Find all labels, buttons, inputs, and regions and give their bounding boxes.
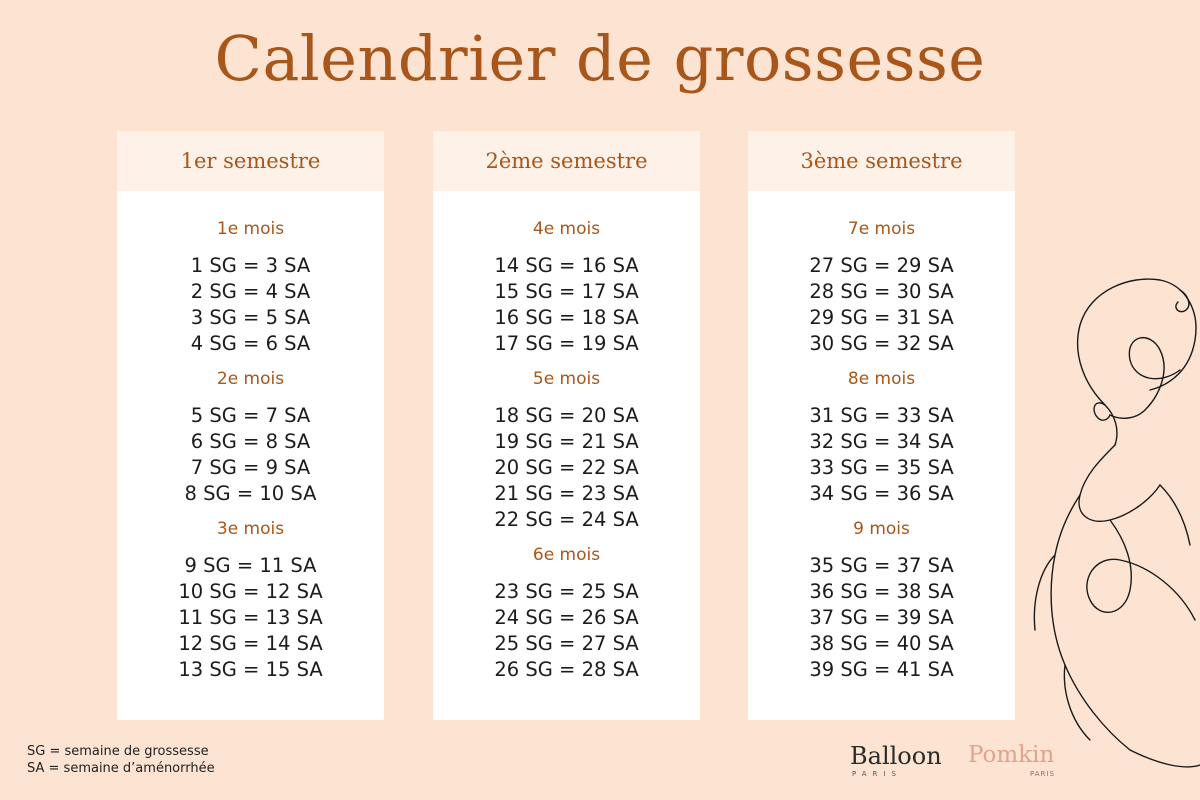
week-row: 31 SG = 33 SA [809,404,954,427]
week-row: 36 SG = 38 SA [809,580,954,603]
week-row: 25 SG = 27 SA [494,632,639,655]
week-row: 23 SG = 25 SA [494,580,639,603]
week-row: 28 SG = 30 SA [809,280,954,303]
week-row: 29 SG = 31 SA [809,306,954,329]
month-block [117,219,384,357]
month-block [117,369,384,507]
week-row: 14 SG = 16 SA [494,254,639,277]
week-row: 27 SG = 29 SA [809,254,954,277]
week-row: 6 SG = 8 SA [190,430,311,453]
column-header-3: 3ème semestre [748,131,1015,191]
month-block [748,219,1015,357]
week-row: 3 SG = 5 SA [190,306,311,329]
pomkin-logo-sub: PARIS [1030,770,1055,778]
month-label: 8e mois [847,369,916,389]
week-row: 20 SG = 22 SA [494,456,639,479]
column-card-2 [433,131,700,720]
week-row: 39 SG = 41 SA [809,658,954,681]
month-label: 3e mois [216,519,285,539]
week-row: 7 SG = 9 SA [190,456,311,479]
week-row: 34 SG = 36 SA [809,482,954,505]
balloon-logo-sub: PARIS [852,770,902,778]
column-card-1 [117,131,384,720]
brand-logos [850,742,1070,782]
pomkin-logo: Pomkin [968,742,1055,768]
month-block [748,369,1015,507]
week-row: 35 SG = 37 SA [809,554,954,577]
month-label: 7e mois [847,219,916,239]
legend-item: SA = semaine d’aménorrhée [27,761,215,776]
pregnant-woman-line-art-icon [1010,270,1200,780]
month-label: 6e mois [532,545,601,565]
week-row: 22 SG = 24 SA [494,508,639,531]
week-row: 1 SG = 3 SA [190,254,311,277]
week-row: 21 SG = 23 SA [494,482,639,505]
week-row: 32 SG = 34 SA [809,430,954,453]
month-block [433,545,700,683]
column-header-2: 2ème semestre [433,131,700,191]
week-row: 8 SG = 10 SA [184,482,317,505]
week-row: 37 SG = 39 SA [809,606,954,629]
column-card-3 [748,131,1015,720]
week-row: 11 SG = 13 SA [178,606,323,629]
week-row: 13 SG = 15 SA [178,658,323,681]
week-row: 33 SG = 35 SA [809,456,954,479]
week-row: 19 SG = 21 SA [494,430,639,453]
week-row: 4 SG = 6 SA [190,332,311,355]
week-row: 12 SG = 14 SA [178,632,323,655]
legend [27,743,215,777]
month-block [117,519,384,683]
balloon-logo: Balloon [850,742,942,770]
month-block [433,219,700,357]
week-row: 30 SG = 32 SA [809,332,954,355]
legend-item: SG = semaine de grossesse [27,744,209,759]
week-row: 2 SG = 4 SA [190,280,311,303]
week-row: 18 SG = 20 SA [494,404,639,427]
column-header-1: 1er semestre [117,131,384,191]
week-row: 5 SG = 7 SA [190,404,311,427]
month-label: 5e mois [532,369,601,389]
week-row: 26 SG = 28 SA [494,658,639,681]
month-block [748,519,1015,683]
week-row: 16 SG = 18 SA [494,306,639,329]
month-label: 4e mois [532,219,601,239]
page-title: Calendrier de grossesse [214,22,986,95]
month-label: 2e mois [216,369,285,389]
month-label: 9 mois [853,519,910,539]
month-block [433,369,700,533]
week-row: 9 SG = 11 SA [184,554,317,577]
week-row: 24 SG = 26 SA [494,606,639,629]
week-row: 15 SG = 17 SA [494,280,639,303]
week-row: 38 SG = 40 SA [809,632,954,655]
week-row: 10 SG = 12 SA [178,580,323,603]
week-row: 17 SG = 19 SA [494,332,639,355]
month-label: 1e mois [216,219,285,239]
